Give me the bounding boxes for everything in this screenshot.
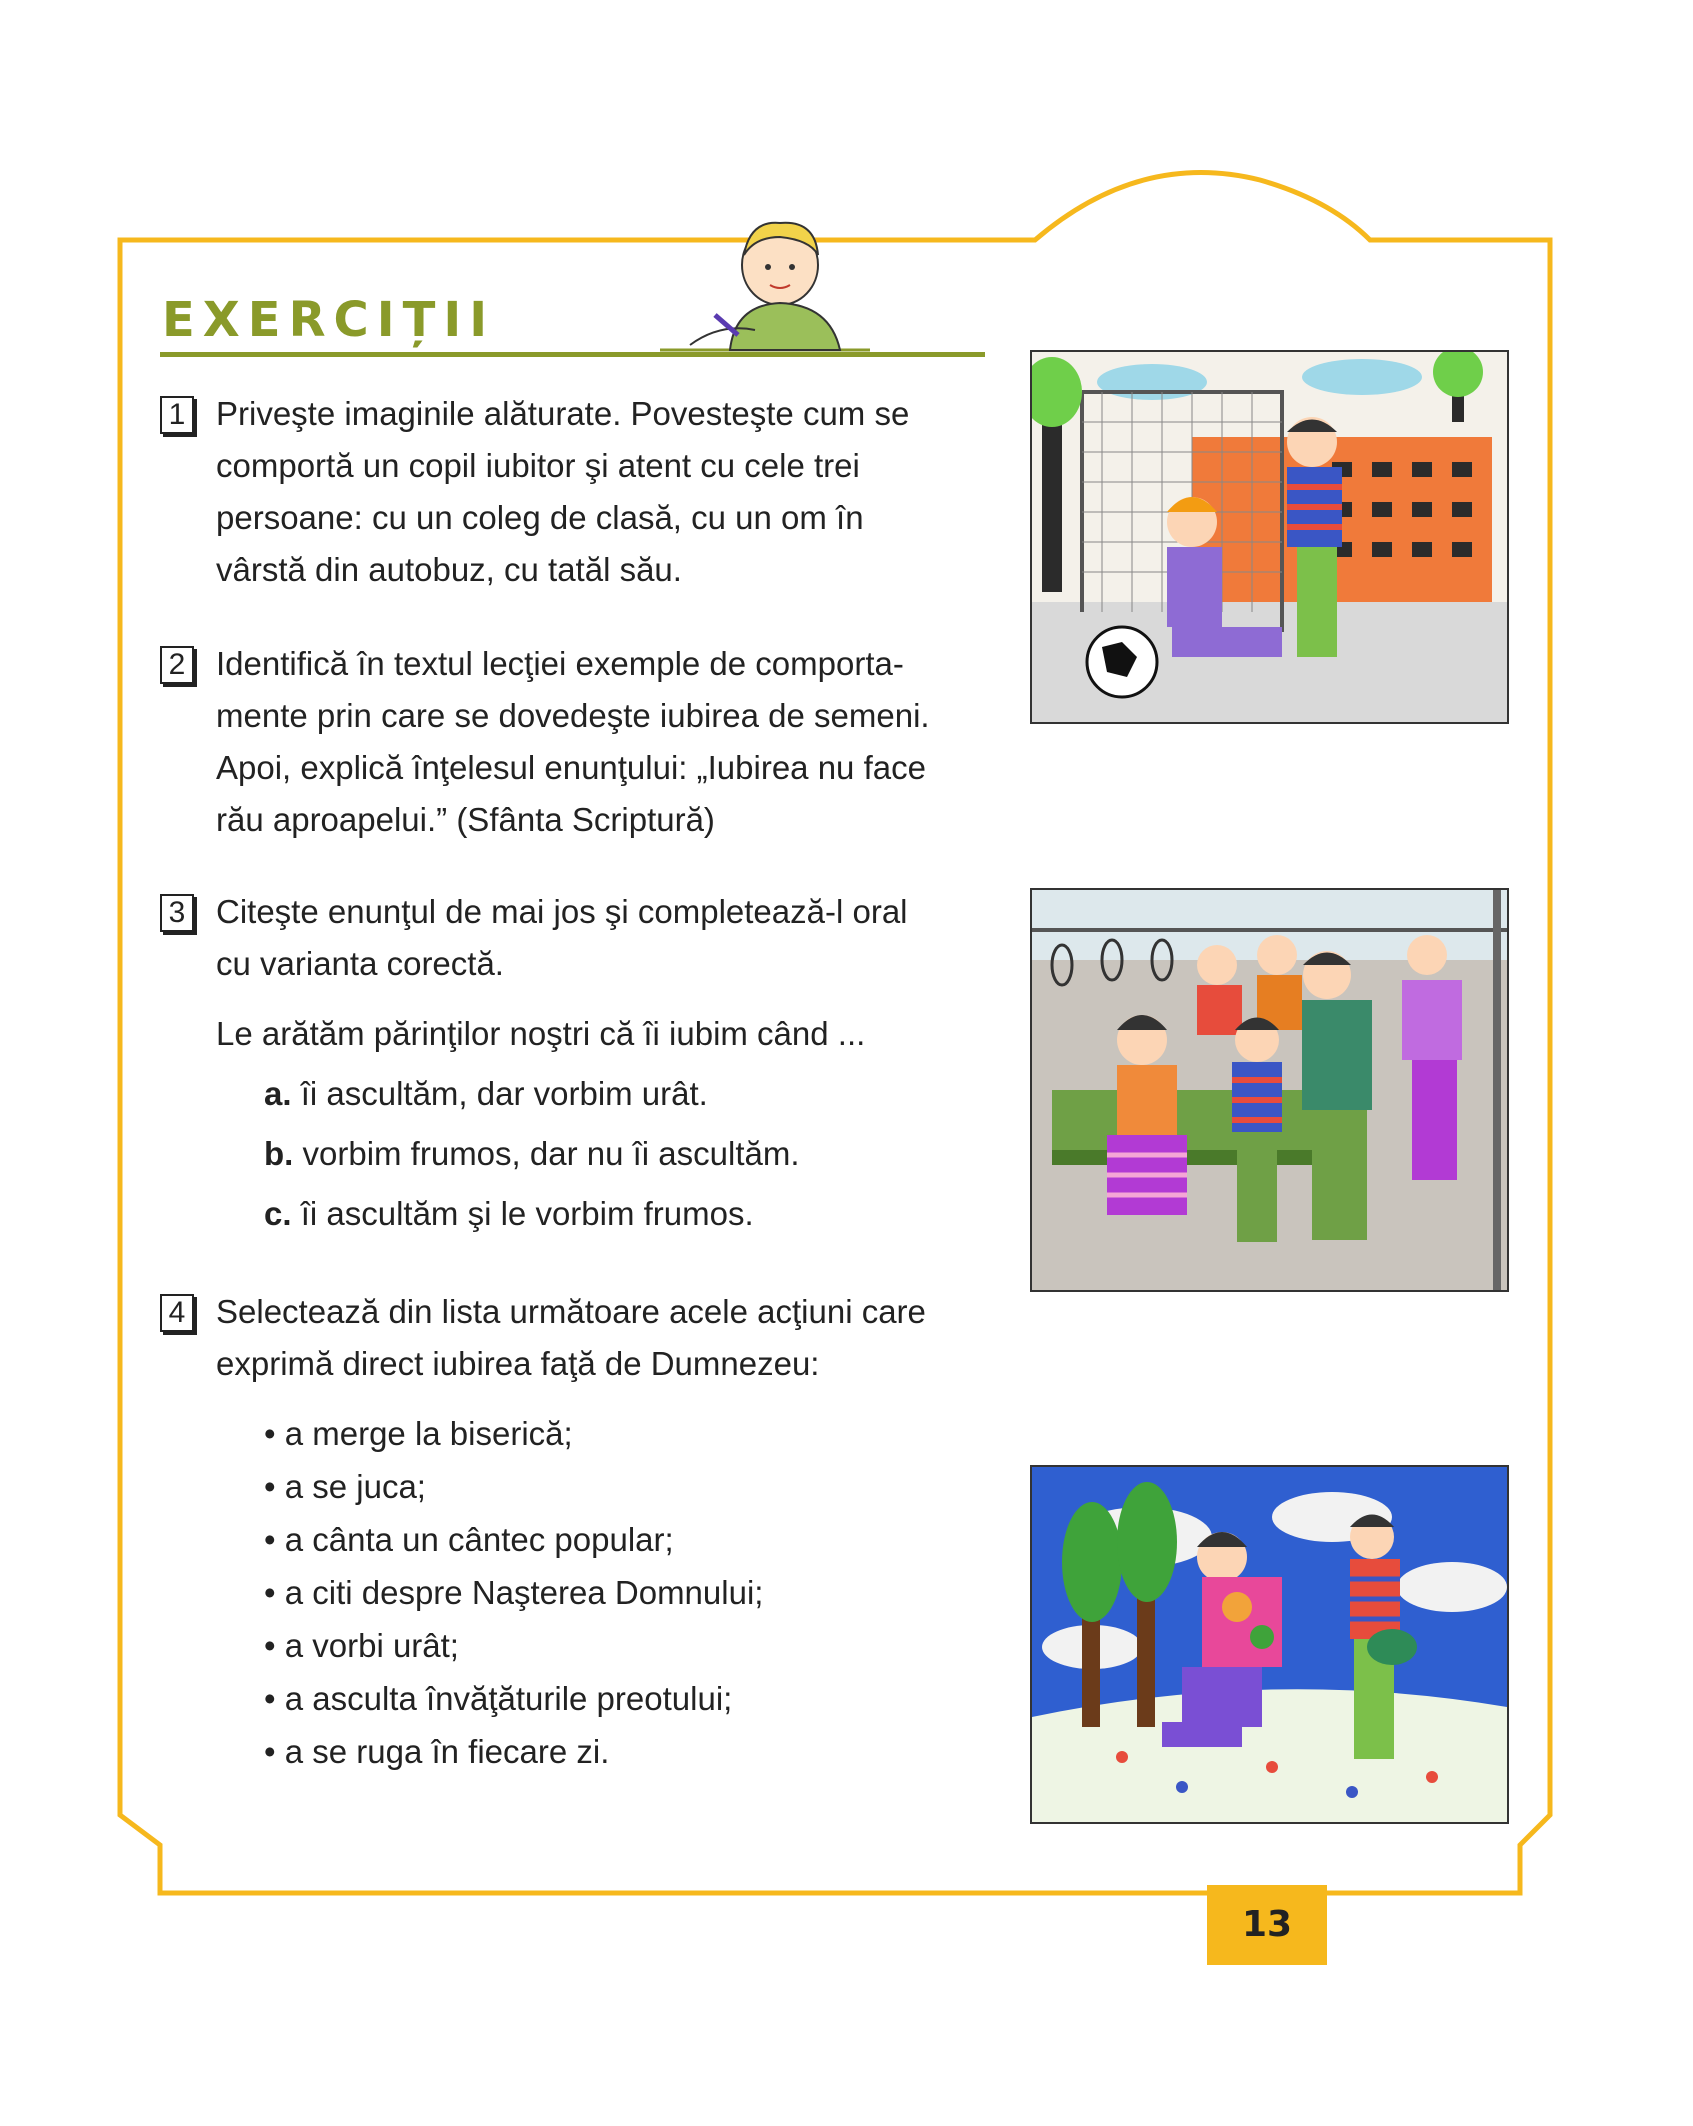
list-item: • a citi despre Naşterea Domnului; (264, 1574, 764, 1611)
exercise-number: 1 (160, 396, 194, 434)
exercise-text-line: Apoi, explică înţelesul enunţului: „Iubirea nu face (216, 749, 926, 786)
exercise-text-line: persoane: cu un coleg de clasă, cu un om în (216, 499, 864, 536)
exercise-number: 3 (160, 894, 194, 932)
list-item: • a asculta învăţăturile preotului; (264, 1680, 733, 1717)
option-letter: a. (264, 1075, 292, 1112)
exercise-2 (160, 638, 986, 848)
list-item: • a merge la biserică; (264, 1415, 573, 1452)
answer-option-c (264, 1188, 754, 1240)
option-text: îi ascultăm şi le vorbim frumos. (300, 1195, 754, 1232)
list-item: • a vorbi urât; (264, 1627, 459, 1664)
section-title: EXERCIȚII (162, 292, 496, 348)
exercise-lead-sentence: Le arătăm părinţilor noştri că îi iubim când ... (216, 1015, 866, 1052)
list-item: • a cânta un cântec popular; (264, 1521, 674, 1558)
illustration-bus-seat (1030, 888, 1509, 1292)
option-text: vorbim frumos, dar nu îi ascultăm. (302, 1135, 800, 1172)
exercise-text-line: Selectează din lista următoare acele acţiuni care (216, 1293, 926, 1330)
answer-option-a (264, 1068, 708, 1120)
answer-option-b (264, 1128, 800, 1180)
exercise-text-line: mente prin care se dovedeşte iubirea de semeni. (216, 697, 930, 734)
list-item: • a se juca; (264, 1468, 426, 1505)
exercise-text-line: exprimă direct iubirea faţă de Dumnezeu: (216, 1345, 820, 1382)
exercise-4 (160, 1286, 986, 1786)
exercise-text-line: vârstă din autobuz, cu tatăl său. (216, 551, 682, 588)
exercise-text-line: rău aproapelui.” (Sfânta Scriptură) (216, 801, 715, 838)
exercise-text-line: Citeşte enunţul de mai jos şi completează-l oral (216, 893, 908, 930)
illustration-football-help (1030, 350, 1509, 724)
writing-boy-illustration (660, 205, 870, 355)
exercise-number: 2 (160, 646, 194, 684)
exercise-text-line: Identifică în textul lecţiei exemple de comporta- (216, 645, 904, 682)
list-item: • a se ruga în fiecare zi. (264, 1733, 610, 1770)
option-letter: b. (264, 1135, 294, 1172)
option-text: îi ascultăm, dar vorbim urât. (300, 1075, 708, 1112)
exercise-text-line: Priveşte imaginile alăturate. Povesteşte cum se (216, 395, 910, 432)
exercise-text-line: cu varianta corectă. (216, 945, 504, 982)
exercise-1 (160, 388, 986, 598)
option-letter: c. (264, 1195, 292, 1232)
exercise-3 (160, 886, 986, 1246)
illustration-planting (1030, 1465, 1509, 1824)
exercise-text-line: comportă un copil iubitor şi atent cu cele trei (216, 447, 860, 484)
page-number: 13 (1207, 1885, 1327, 1965)
exercise-number: 4 (160, 1294, 194, 1332)
